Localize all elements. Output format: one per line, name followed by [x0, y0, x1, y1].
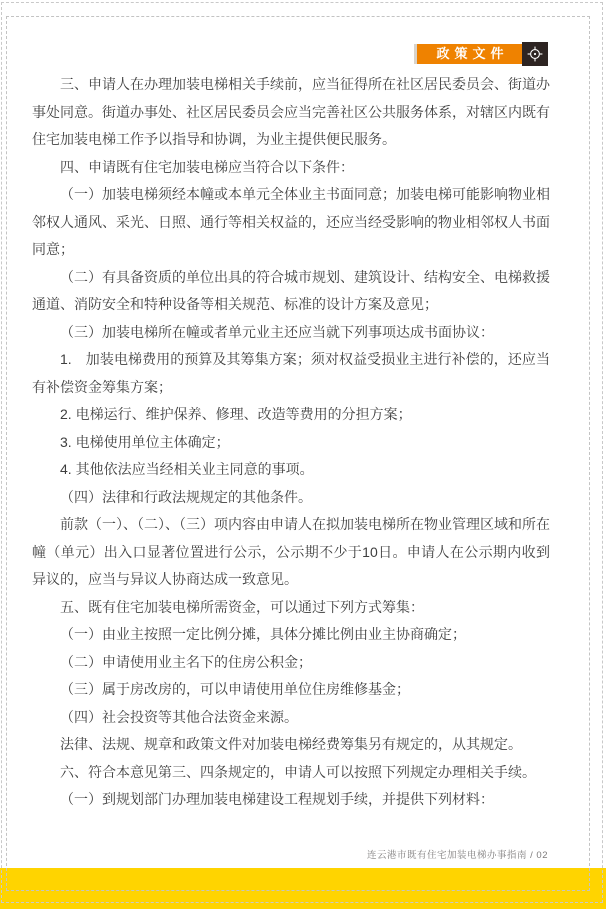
- paragraph: 1. 加装电梯费用的预算及其筹集方案；须对权益受损业主进行补偿的，还应当有补偿资金筹集方案；: [32, 351, 550, 395]
- paragraph: 2. 电梯运行、维护保养、修理、改造等费用的分担方案；: [60, 406, 412, 422]
- paragraph: 3. 电梯使用单位主体确定；: [60, 433, 230, 450]
- paragraph: （四）社会投资等其他合法资金来源。: [60, 708, 298, 725]
- paragraph: （三）加装电梯所在幢或者单元业主还应当就下列事项达成书面协议：: [60, 323, 494, 340]
- paragraph: 4. 其他依法应当经相关业主同意的事项。: [60, 461, 314, 477]
- paragraph: 四、申请既有住宅加装电梯应当符合以下条件：: [60, 158, 354, 175]
- badge-label: 政策文件: [417, 44, 522, 64]
- paragraph: （一）到规划部门办理加装电梯建设工程规划手续，并提供下列材料：: [60, 791, 494, 807]
- paragraph: （四）法律和行政法规规定的其他条件。: [60, 488, 312, 505]
- paragraph: 前款（一）、（二）、（三）项内容由申请人在拟加装电梯所在物业管理区域和所在幢（单元）出入口显著位置进行公示，公示期不少于10日。申请人在公示期内收到异议的，应当与异议人协商达成一致意见。: [32, 516, 550, 587]
- paragraph: （三）属于房改房的，可以申请使用单位住房维修基金；: [60, 681, 410, 697]
- crosshair-icon: [522, 42, 548, 66]
- paragraph: （二）有具备资质的单位出具的符合城市规划、建筑设计、结构安全、电梯救援通道、消防安全和特种设备等相关规范、标准的设计方案及意见；: [32, 268, 550, 312]
- paragraph: （二）申请使用业主名下的住房公积金；: [60, 653, 312, 670]
- document-body: [32, 71, 550, 814]
- page-footer-caption: 连云港市既有住宅加装电梯办事指南 / 02: [367, 850, 548, 861]
- paragraph: （一）加装电梯须经本幢或本单元全体业主书面同意；加装电梯可能影响物业相邻权人通风、采光、日照、通行等相关权益的，还应当经受影响的物业相邻权人书面同意；: [32, 186, 550, 257]
- footer-accent-bar: [0, 868, 606, 909]
- policy-file-badge: [414, 42, 548, 67]
- paragraph: （一）由业主按照一定比例分摊，具体分摊比例由业主协商确定；: [60, 626, 466, 642]
- paragraph: 六、符合本意见第三、四条规定的，申请人可以按照下列规定办理相关手续。: [60, 763, 536, 780]
- paragraph: 三、申请人在办理加装电梯相关手续前，应当征得所在社区居民委员会、街道办事处同意。街道办事处、社区居民委员会应当完善社区公共服务体系，对辖区内既有住宅加装电梯工作予以指导和协调，为业主提供便民服务。: [32, 76, 550, 147]
- paragraph: 五、既有住宅加装电梯所需资金，可以通过下列方式筹集：: [60, 598, 424, 615]
- paragraph: 法律、法规、规章和政策文件对加装电梯经费筹集另有规定的，从其规定。: [60, 736, 522, 752]
